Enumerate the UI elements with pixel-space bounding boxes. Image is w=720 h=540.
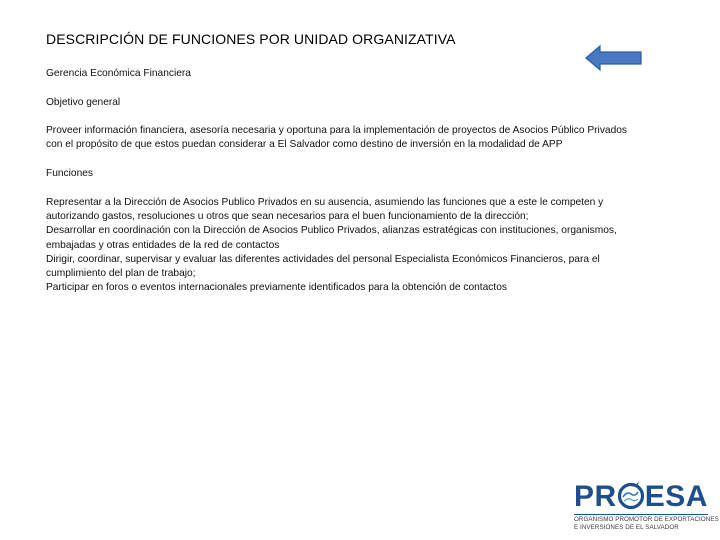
logo-subtitle-line: E INVERSIONES DE EL SALVADOR bbox=[574, 524, 679, 531]
functions-heading: Funciones bbox=[46, 168, 94, 179]
function-line: Dirigir, coordinar, supervisar y evaluar las diferentes actividades del personal Especialista Económicos Financieros, para el bbox=[46, 253, 600, 265]
function-line: cumplimiento del plan de trabajo; bbox=[46, 268, 196, 280]
logo-text-after: ESA bbox=[644, 480, 708, 513]
function-line: Desarrollar en coordinación con la Dirección de Asocios Publico Privados, alianzas estratégicas con instituciones, organismos, bbox=[46, 225, 617, 237]
logo-subtitle-line: ORGANISMO PROMOTOR DE EXPORTACIONES bbox=[574, 516, 719, 523]
back-arrow-icon[interactable] bbox=[584, 43, 644, 73]
objective-text bbox=[46, 124, 686, 152]
logo-text-before: PR bbox=[574, 480, 617, 513]
logo-divider bbox=[574, 514, 708, 515]
objective-line: Proveer información financiera, asesoría necesaria y oportuna para la implementación de proyectos de Asocios Público Privados bbox=[46, 125, 628, 136]
proesa-logo bbox=[574, 480, 719, 536]
objective-line: con el propósito de que estos puedan considerar a El Salvador como destino de inversión en la modalidad de APP bbox=[46, 139, 563, 151]
unit-name: Gerencia Económica Financiera bbox=[46, 68, 191, 79]
page-title: DESCRIPCIÓN DE FUNCIONES POR UNIDAD ORGANIZATIVA bbox=[46, 31, 456, 47]
globe-icon bbox=[617, 482, 645, 510]
function-line: Participar en foros o eventos internacionales previamente identificados para la obtención de contactos bbox=[46, 282, 507, 294]
logo-wordmark bbox=[574, 480, 708, 514]
functions-list bbox=[46, 196, 686, 295]
objective-heading: Objetivo general bbox=[46, 97, 121, 108]
function-line: autorizando gastos, resoluciones u otros que sean necesarios para el buen funcionamiento de la dirección; bbox=[46, 211, 529, 223]
function-line: Representar a la Dirección de Asocios Publico Privados en su ausencia, asumiendo las funciones que a este le competen y bbox=[46, 197, 604, 208]
logo-subtitle bbox=[574, 516, 719, 532]
function-line: embajadas y otras entidades de la red de contactos bbox=[46, 239, 280, 251]
